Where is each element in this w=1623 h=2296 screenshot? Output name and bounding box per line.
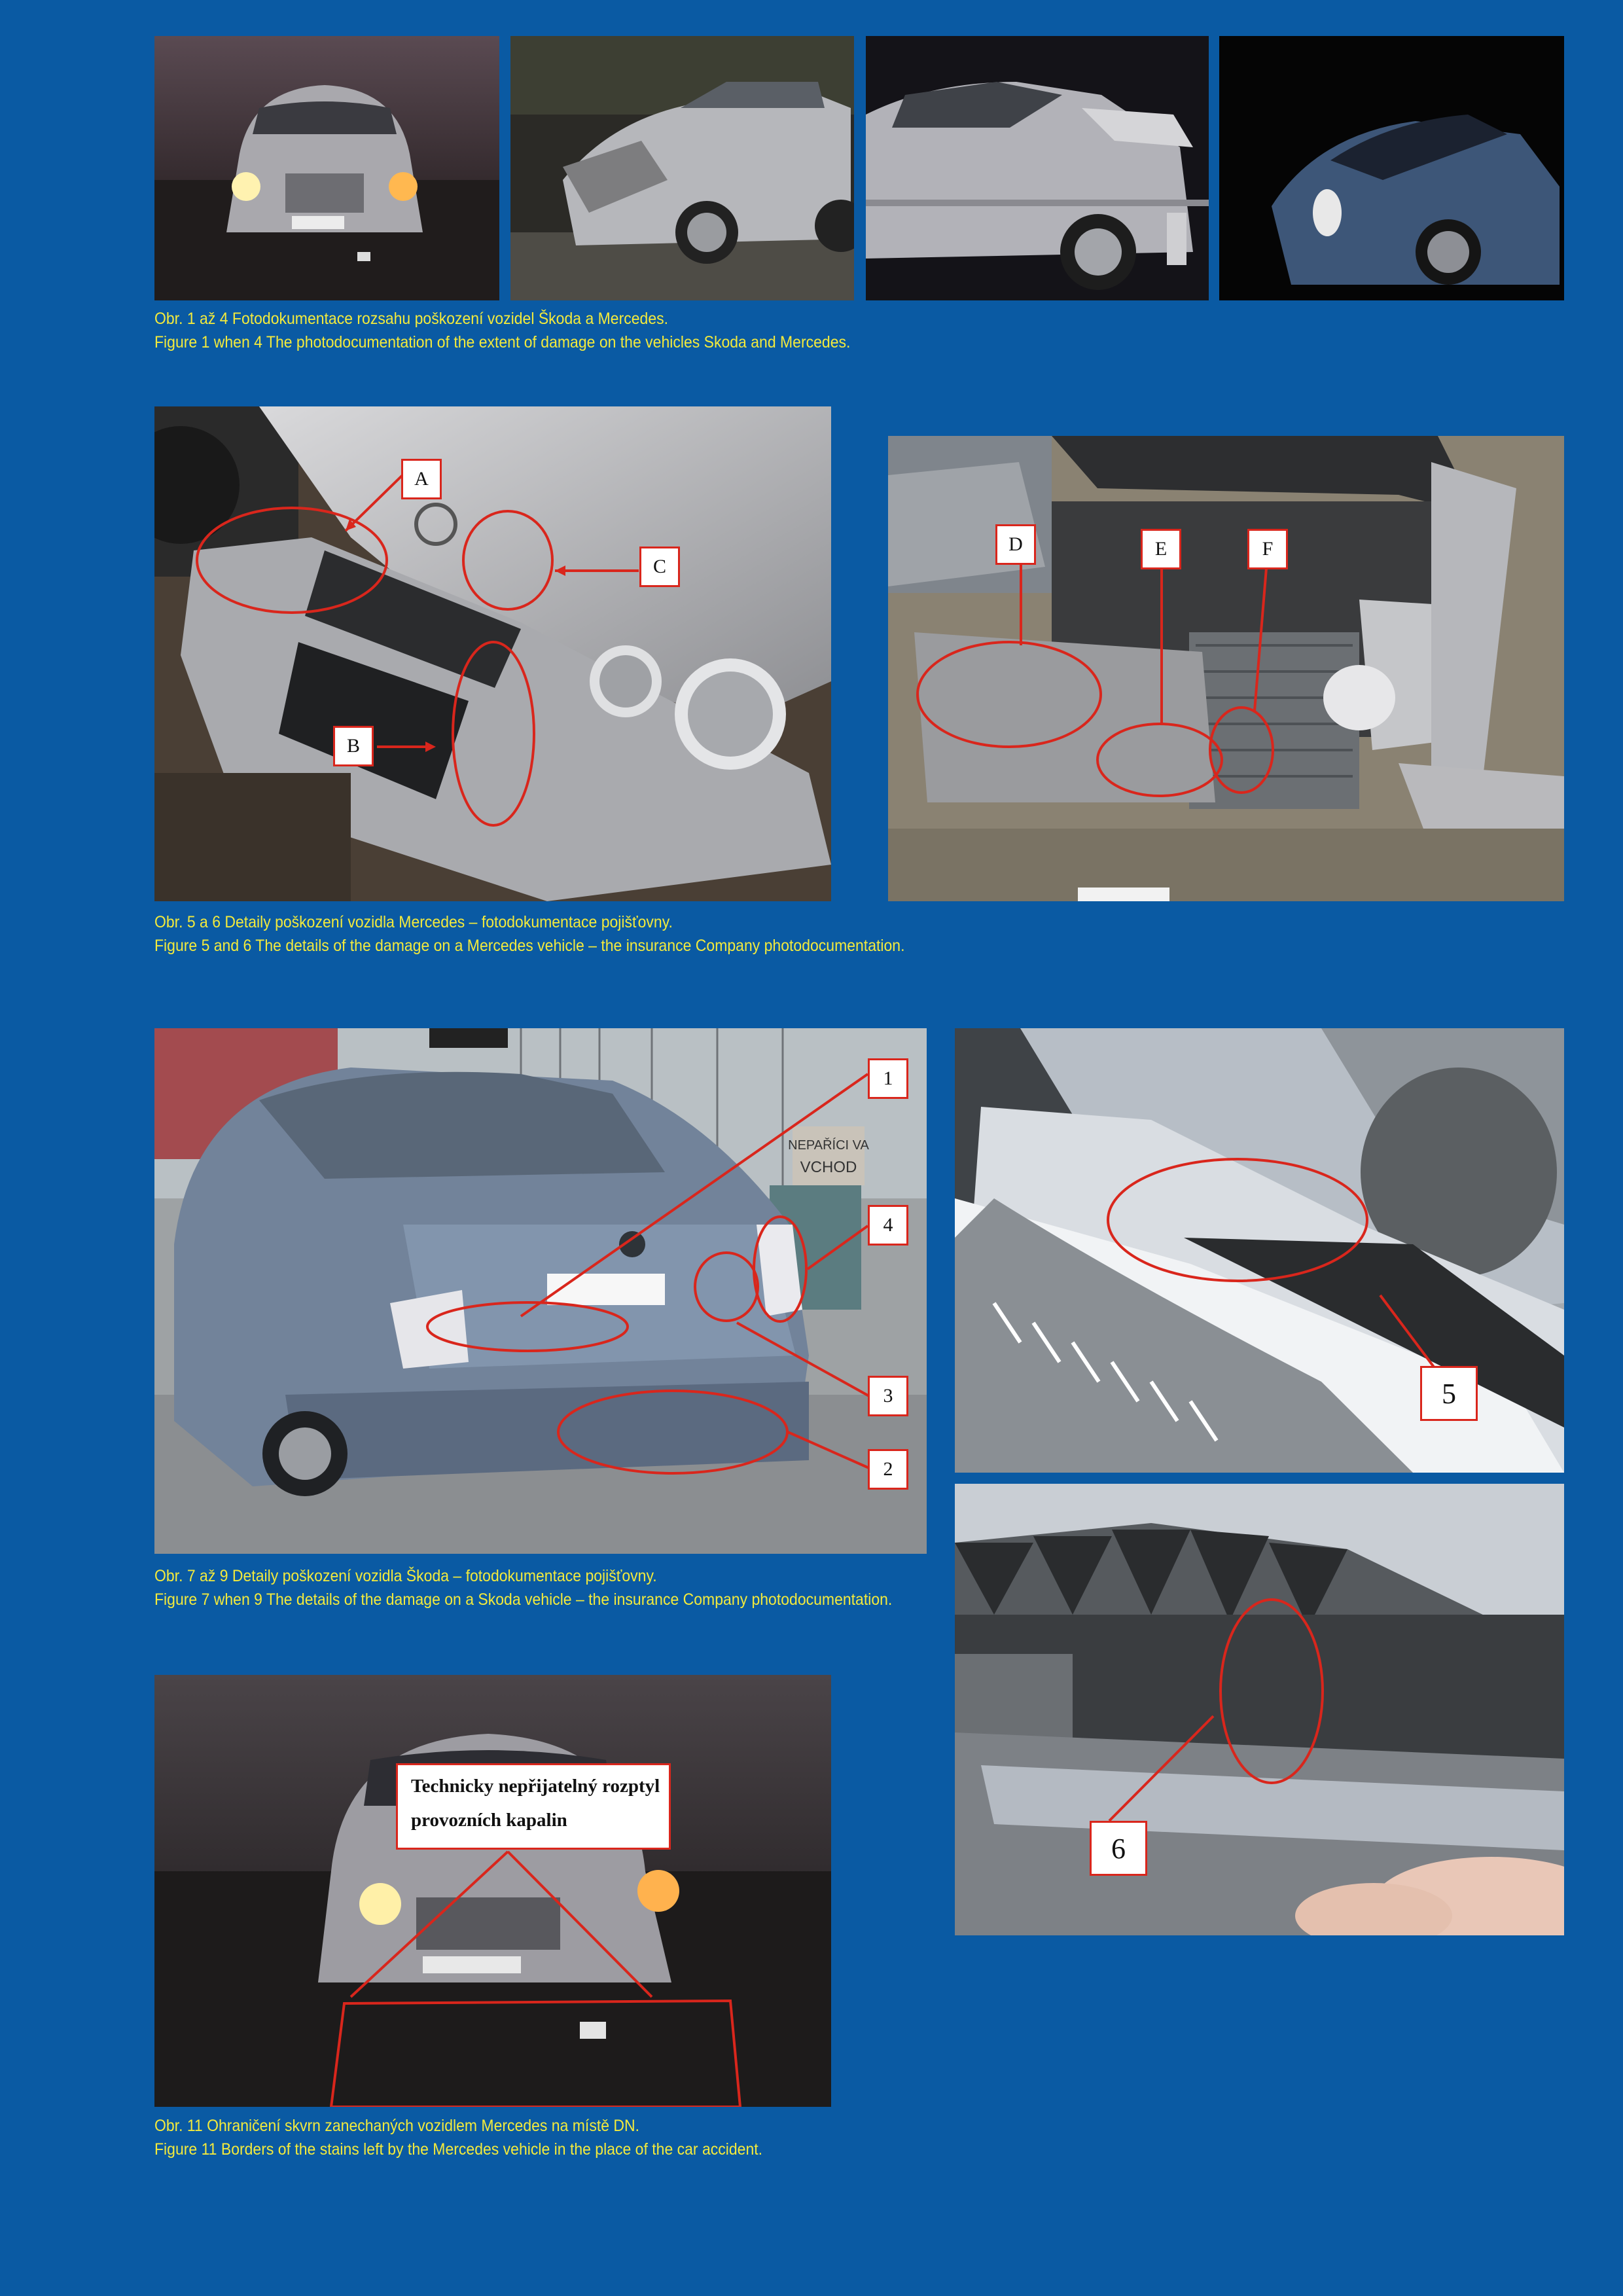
caption-fig1-4-english: Figure 1 when 4 The photodocumentation of the extent of damage on the vehicles Skoda and Mercedes. — [154, 333, 851, 351]
photo-fig11-mercedes-stains — [154, 1675, 831, 2107]
fig11-note-line2: provozních kapalin — [411, 1810, 567, 1831]
sign-text-line1: NEPAŘÍCI VA — [788, 1138, 869, 1153]
marker-6: 6 — [1090, 1821, 1147, 1876]
marker-A: A — [401, 459, 442, 499]
marker-1: 1 — [868, 1058, 908, 1099]
caption-fig11-czech: Obr. 11 Ohraničení skvrn zanechaných vozidlem Mercedes na místě DN. — [154, 2117, 640, 2135]
marker-F: F — [1247, 529, 1288, 569]
photo-fig3-mercedes-rear — [866, 36, 1209, 300]
marker-5: 5 — [1420, 1366, 1478, 1421]
fig11-annotation-note — [396, 1763, 671, 1850]
caption-fig7-9-english: Figure 7 when 9 The details of the damage on a Skoda vehicle – the insurance Company photodocumentation. — [154, 1590, 893, 1609]
photo-fig2-mercedes-side — [510, 36, 854, 300]
marker-2: 2 — [868, 1449, 908, 1490]
photo-fig9-skoda-underside-detail — [955, 1484, 1564, 1935]
caption-fig5-6-czech: Obr. 5 a 6 Detaily poškození vozidla Mercedes – fotodokumentace pojišťovny. — [154, 913, 673, 931]
photo-fig4-skoda-night — [1219, 36, 1564, 300]
marker-B: B — [333, 726, 374, 766]
marker-C: C — [639, 547, 680, 587]
photo-fig6-mercedes-engine-bay — [888, 436, 1564, 901]
caption-fig5-6-english: Figure 5 and 6 The details of the damage on a Mercedes vehicle – the insurance Company photodocumentation. — [154, 937, 905, 955]
photo-fig1-mercedes-front — [154, 36, 499, 300]
caption-fig7-9 — [154, 1564, 956, 1611]
caption-fig11-english: Figure 11 Borders of the stains left by the Mercedes vehicle in the place of the car accident. — [154, 2140, 763, 2159]
caption-fig5-6 — [154, 910, 970, 958]
caption-fig1-4-czech: Obr. 1 až 4 Fotodokumentace rozsahu poškození vozidel Škoda a Mercedes. — [154, 310, 669, 328]
marker-D: D — [995, 524, 1036, 565]
marker-3: 3 — [868, 1376, 908, 1416]
fig11-note-line1: Technicky nepřijatelný rozptyl — [411, 1776, 660, 1797]
caption-fig7-9-czech: Obr. 7 až 9 Detaily poškození vozidla Škoda – fotodokumentace pojišťovny. — [154, 1567, 657, 1585]
caption-fig11 — [154, 2114, 815, 2161]
marker-E: E — [1141, 529, 1181, 569]
marker-4: 4 — [868, 1205, 908, 1246]
caption-fig1-4 — [154, 307, 911, 354]
photo-fig5-mercedes-front-detail — [154, 406, 831, 901]
sign-text-line2: VCHOD — [800, 1158, 857, 1176]
photo-fig7-skoda-rear — [154, 1028, 927, 1554]
